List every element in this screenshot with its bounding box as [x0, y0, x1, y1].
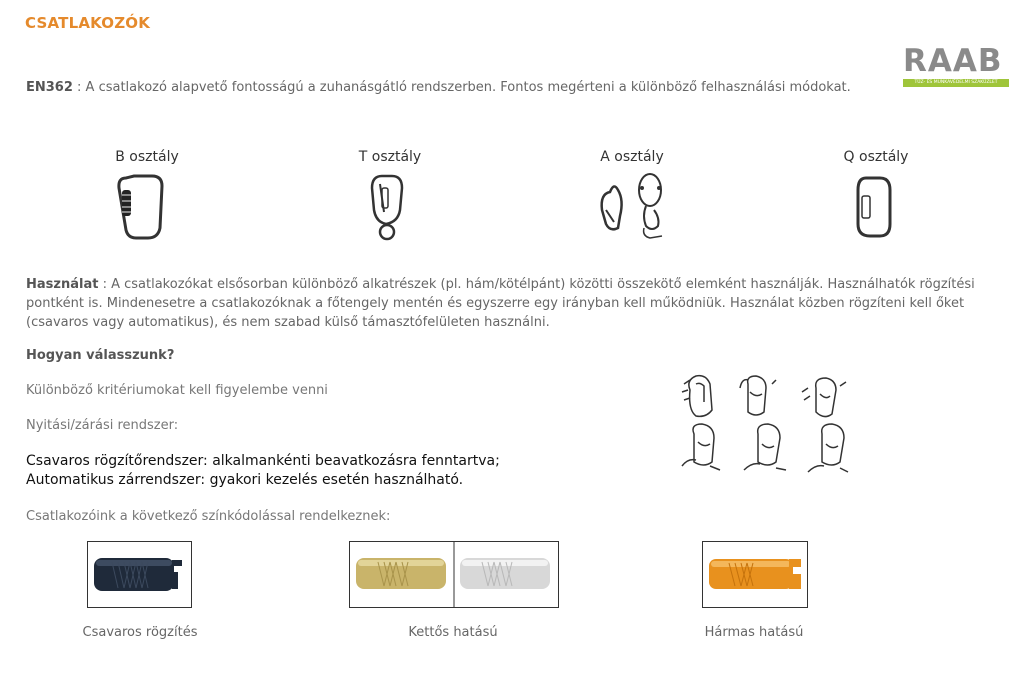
criteria-text: Különböző kritériumokat kell figyelembe venni	[26, 383, 328, 398]
intro-paragraph	[26, 78, 906, 97]
triple-sleeve-image	[703, 542, 807, 607]
double-sleeve-image	[350, 542, 558, 607]
screw-system-text: Csavaros rögzítőrendszer: alkalmankénti beavatkozásra fenntartva;	[26, 453, 500, 469]
intro-text: : A csatlakozó alapvető fontosságú a zuhanásgátló rendszerben. Fontos megérteni a különböző felhasználási módokat.	[72, 80, 851, 95]
caption-double: Kettős hatású	[408, 625, 498, 640]
caption-triple: Hármas hatású	[704, 625, 804, 640]
usage-paragraph	[26, 275, 981, 332]
class-t-label: T osztály	[358, 149, 422, 165]
swatch-triple	[702, 541, 808, 608]
class-q-label: Q osztály	[843, 149, 909, 165]
class-b-label: B osztály	[115, 149, 179, 165]
standard-code: EN362	[26, 80, 73, 95]
scaffold-hook-icon	[596, 170, 676, 244]
screw-gate-carabiner-icon	[104, 170, 184, 244]
snap-hook-icon	[350, 170, 430, 244]
auto-system-text: Automatikus zárrendszer: gyakori kezelés esetén használható.	[26, 472, 464, 488]
class-a-label: A osztály	[600, 149, 664, 165]
colorcode-text: Csatlakozóink a következő színkódolással rendelkeznek:	[26, 509, 391, 524]
opening-text: Nyitási/zárási rendszer:	[26, 418, 179, 433]
page-title: CSATLAKOZÓK	[25, 14, 151, 32]
quick-link-icon	[836, 170, 916, 244]
caption-screw: Csavaros rögzítés	[82, 625, 198, 640]
usage-text: : A csatlakozókat elsősorban különböző alkatrészek (pl. hám/kötélpánt) közötti összekötő elemként használják. Használhatók rögzítési pontként is. Mindenesetre a csatlakozóknak a főtengely mentén és egyszerre egy irányban kell működniük. Használat közben rögzíteni kell őket (csavaros vagy automatikus), és nem szabad külső támasztófelületen használni.	[26, 277, 975, 330]
usage-heading: Használat	[26, 277, 99, 292]
swatch-screw	[87, 541, 192, 608]
logo-subtitle: TŰZ- ÉS MUNKAVÉDELMI SZAKÜZLET	[903, 79, 1009, 87]
screw-sleeve-image	[88, 542, 191, 607]
raab-logo[interactable]	[903, 43, 1011, 90]
logo-text: RAAB	[903, 43, 1003, 79]
hand-operation-illustration	[676, 370, 862, 486]
swatch-double	[349, 541, 559, 608]
howto-heading: Hogyan válasszunk?	[26, 348, 175, 363]
